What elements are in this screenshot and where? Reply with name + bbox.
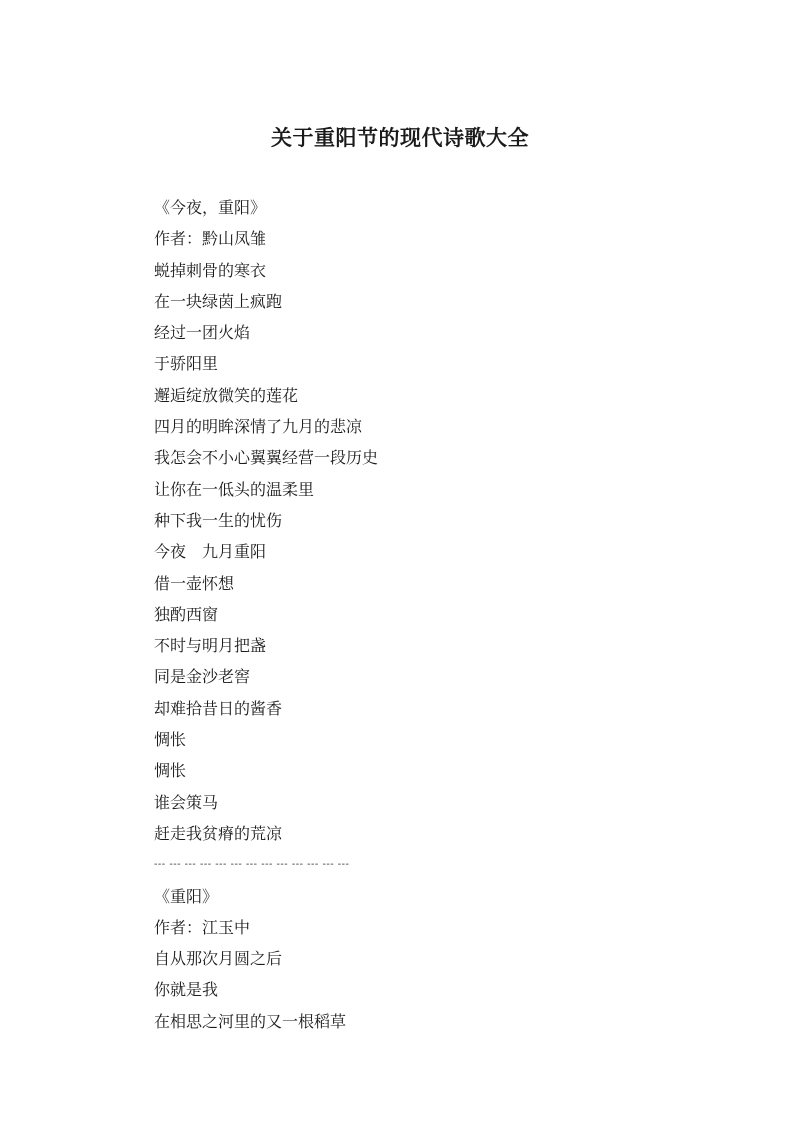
poem-line: 经过一团火焰 <box>154 323 251 343</box>
poem-line: 蜕掉刺骨的寒衣 <box>154 260 267 280</box>
section-separator: --- --- --- --- --- --- --- --- --- --- --- --- --- <box>154 859 350 871</box>
poem-line: 同是金沙老窖 <box>154 667 251 687</box>
poem-line: 在一块绿茵上疯跑 <box>154 291 283 311</box>
poem-line: 惆怅 <box>154 730 187 750</box>
poem-line: 不时与明月把盏 <box>154 636 267 656</box>
poem-line: 却难拾昔日的酱香 <box>154 698 283 718</box>
poem-author: 作者：黔山凤雏 <box>154 229 267 249</box>
poem-line: 赶走我贫瘠的荒凉 <box>154 823 283 843</box>
poem-line: 独酌西窗 <box>154 604 219 624</box>
poem-line: 邂逅绽放微笑的莲花 <box>154 385 299 405</box>
poem-line: 四月的明眸深情了九月的悲凉 <box>154 417 363 437</box>
poem-line: 我怎会不小心翼翼经营一段历史 <box>154 448 379 468</box>
poem-line: 你就是我 <box>154 980 219 1000</box>
poem-title: 《今夜，重阳》 <box>154 198 267 217</box>
poem-line: 自从那次月圆之后 <box>154 949 283 969</box>
poem-line: 惆怅 <box>154 761 187 781</box>
poem-author: 作者：江玉中 <box>154 917 251 937</box>
document-body <box>154 192 714 1037</box>
poem-line: 谁会策马 <box>154 792 219 812</box>
poem-line: 借一壶怀想 <box>154 573 235 593</box>
poem-line: 于骄阳里 <box>154 354 219 374</box>
poem-line: 种下我一生的忧伤 <box>154 510 283 530</box>
document-title: 关于重阳节的现代诗歌大全 <box>271 126 529 150</box>
poem-line: 今夜 九月重阳 <box>154 542 267 562</box>
poem-line: 在相思之河里的又一根稻草 <box>154 1011 347 1031</box>
poem-line: 让你在一低头的温柔里 <box>154 479 315 499</box>
poem-title: 《重阳》 <box>154 886 219 906</box>
